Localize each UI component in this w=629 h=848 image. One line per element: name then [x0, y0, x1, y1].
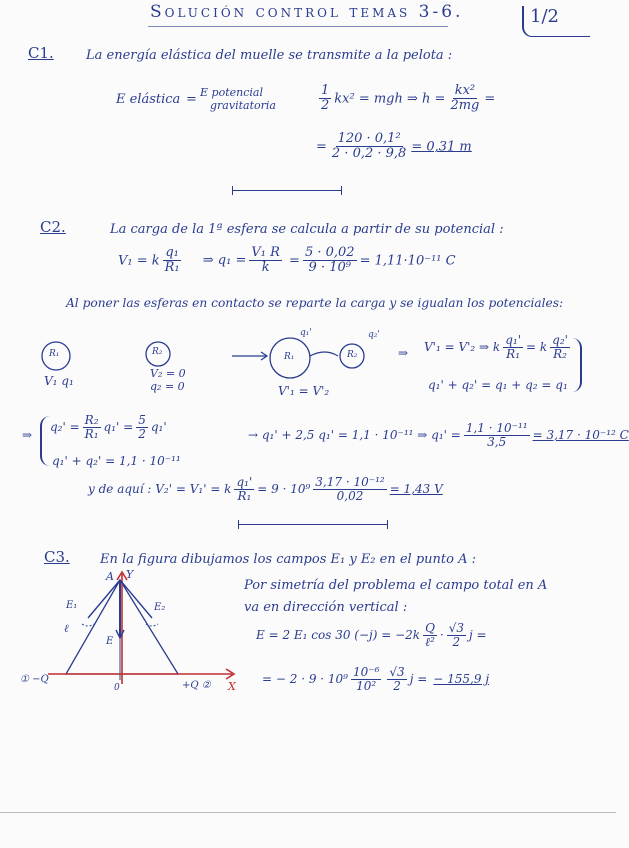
c1-eq-sign: = [186, 92, 197, 107]
implies-symbol: ⇒ [398, 346, 409, 360]
c3-symmetry-text: Por simetría del problema el campo total en A [244, 578, 548, 593]
c1-intro: La energía elástica del muelle se transmite a la pelota : [86, 48, 453, 63]
sphere-2-label: R₂ [152, 347, 163, 357]
system-implies: ⇒ [22, 428, 33, 442]
c1-eq1-end: = [484, 91, 496, 107]
c1-numeric-fraction: $\frac{\text{120 · 0,1²}}{2 \cdot 0,2 \cdot 9,8}$ [331, 131, 407, 162]
system-bracket-right [572, 338, 582, 392]
point-a-label: A [106, 570, 114, 583]
c3-direction-text: va en dirección vertical : [244, 600, 408, 615]
c2-system-eq2: q₁' + q₂' = 1,1 · 10⁻¹¹ [52, 454, 181, 468]
section-c2-label: C2. [40, 218, 66, 236]
c1-lhs: E elástica [116, 92, 181, 107]
c1-eq1-text: kx² = mgh ⇒ h = [334, 91, 446, 107]
sphere-2-values: V₂ = 0 q₂ = 0 [150, 367, 186, 393]
section-divider-1 [232, 190, 342, 191]
page-number: 1/2 [522, 6, 590, 37]
e1-label: E₁ [66, 600, 78, 611]
equal-potentials-label: V'₁ = V'₂ [278, 384, 330, 398]
section-c1-label: C1. [28, 44, 54, 62]
sphere-1-values: V₁ q₁ [44, 374, 74, 388]
c2-final-potential: y de aquí : V₂' = V₁' = k $\frac{\text{q₁'}}{\text{R₁}}$ = 9 · 10⁹ $\frac{\text{3,17 · 10⁻¹²}}{0,02}$ = 1,43 V [88, 475, 443, 504]
angle-mark-left [82, 624, 94, 626]
c3-intro: En la figura dibujamos los campos E₁ y E₂ en el punto A : [100, 552, 476, 567]
c1-rhs-top: E potencial [200, 86, 263, 99]
c2-charge-equation: V₁ = k $\frac{\text{q₁}}{\text{R₁}}$ ⇒ q₁ = $\frac{\text{V₁ R}}{k}$ = $\frac{5 \cdot 0,02}{\text{9 · 10⁹}}$ = 1,11·10⁻¹¹ C [118, 245, 456, 276]
e2-vector [120, 580, 152, 618]
c1-rhs-bottom: gravitatoria [210, 99, 276, 113]
c3-field-result: − 155,9 j [433, 672, 490, 687]
left-charge-label: ① −Q [20, 674, 49, 685]
y-axis-label: Y [126, 568, 134, 581]
title-underline [148, 26, 448, 27]
system-bracket [40, 416, 50, 466]
contact-wire [310, 352, 338, 356]
c1-h-fraction: $\frac{\text{kx²}}{2mg}$ [450, 83, 480, 114]
c2-final-result: = 1,43 V [389, 482, 443, 497]
c1-half-fraction: $\frac{1}{2}$ [321, 83, 330, 114]
sphere-2-after-label: R₂ [347, 350, 358, 360]
q1-prime-label: q₁' [300, 328, 312, 338]
e2-label: E₂ [154, 602, 166, 613]
c1-result: = 0,31 m [411, 139, 472, 155]
sphere-1-after-label: R₁ [284, 352, 295, 362]
c2-potential-equality: V'₁ = V'₂ ⇒ k $\frac{\text{q₁'}}{\text{R₁}}$ = k $\frac{\text{q₂'}}{\text{R₂}}$ [424, 333, 568, 362]
c2-charge-conservation: q₁' + q₂' = q₁ + q₂ = q₁ [428, 378, 568, 392]
side-length-label: ℓ [64, 622, 69, 635]
x-axis-label: X [228, 680, 236, 693]
page-title: Solución control temas 3-6. [150, 2, 464, 22]
c2-intro: La carga de la 1ª esfera se calcula a partir de su potencial : [110, 222, 504, 237]
section-divider-2 [238, 524, 388, 525]
sphere-1-label: R₁ [49, 349, 60, 359]
c2-spheres-diagram [20, 326, 420, 406]
e-label: E [106, 636, 114, 647]
c3-field-equation: E = 2 E₁ cos 30 (−j) = −2k $\frac{Q}{\text{ℓ²}}$ · $\frac{√3}{2}$ j = [256, 621, 487, 650]
section-c3-label: C3. [44, 548, 70, 566]
c2-contact-text: Al poner las esferas en contacto se reparte la carga y se igualan los potenciales: [66, 296, 564, 310]
c3-triangle-figure [18, 566, 248, 696]
e1-vector [88, 580, 120, 618]
c1-energy-equation [316, 84, 495, 114]
c1-result-equation: = $\frac{\text{120 · 0,1²}}{2 \cdot 0,2 \cdot 9,8}$ = 0,31 m [316, 131, 472, 162]
c2-q1-result: = 3,17 · 10⁻¹² C [532, 428, 629, 443]
q2-prime-label: q₂' [368, 330, 380, 340]
c2-charge-result: = 1,11·10⁻¹¹ C [359, 253, 456, 269]
c1-rhs [200, 86, 276, 112]
origin-label: 0 [114, 683, 120, 693]
c2-system-eq1: q₂' = $\frac{\text{R₂}}{\text{R₁}}$ q₁' = $\frac{5}{2}$ q₁' [50, 413, 167, 442]
c3-field-numeric: = − 2 · 9 · 10⁹ $\frac{\text{10⁻⁶}}{\text{10²}}$ $\frac{√3}{2}$ j = − 155,9 j [262, 665, 490, 694]
right-charge-label: +Q ② [182, 680, 211, 691]
page-bottom-line [0, 812, 616, 813]
c2-solve-q1: → q₁' + 2,5 q₁' = 1,1 · 10⁻¹¹ ⇒ q₁' = $\frac{\text{1,1 · 10⁻¹¹}}{3,5}$ = 3,17 · 10⁻¹² C [248, 421, 629, 450]
